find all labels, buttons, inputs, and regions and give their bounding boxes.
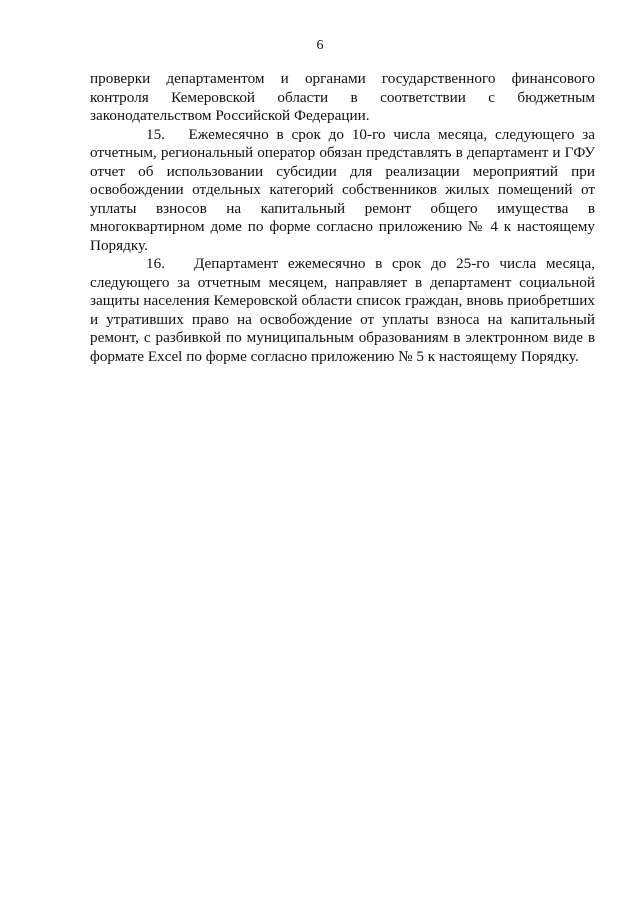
paragraph-text: Ежемесячно в срок до 10-го числа месяца, следующего за отчетным, региональный оператор обязан представлять в департамент и ГФУ отчет об использовании субсидии для реализации мероприятий при освобождении отдельных категорий собственников жилых помещений от уплаты взносов на капитальный ремонт общего имущества в многоквартирном доме по форме согласно приложению № 4 к настоящему Порядку.: [90, 125, 596, 254]
paragraph-16: [90, 255, 595, 366]
paragraph-text: проверки департаментом и органами государственного финансового контроля Кемеровской области в соответствии с бюджетным законодательством Российской Федерации.: [90, 70, 595, 124]
paragraph-continuation: [90, 70, 595, 126]
document-body: [90, 70, 595, 366]
page-number: 6: [316, 38, 324, 53]
paragraph-text: Департамент ежемесячно в срок до 25-го числа месяца, следующего за отчетным месяцем, направляет в департамент социальной защиты населения Кемеровской области список граждан, вновь приобретших и утративших право на освобождение от уплаты взноса на капитальный ремонт, с разбивкой по муниципальным образованиям в электронном виде в формате Excel по форме согласно приложению № 5 к настоящему Порядку.: [90, 255, 595, 365]
paragraph-15: [90, 126, 595, 256]
paragraph-number: 15.: [146, 125, 165, 143]
paragraph-number: 16.: [146, 255, 165, 272]
